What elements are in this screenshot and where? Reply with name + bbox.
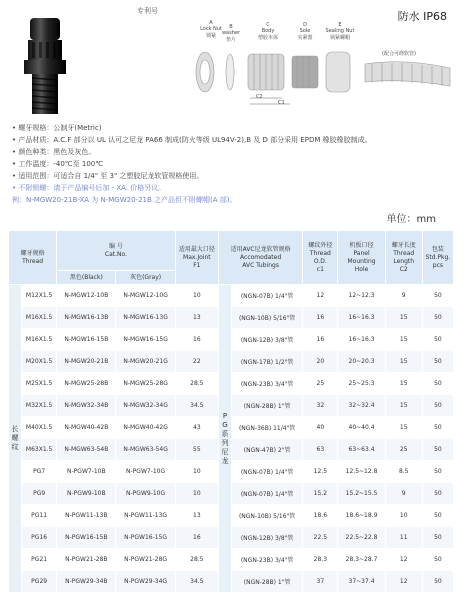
cell-od: 12.5: [303, 461, 338, 483]
cell-black: N-PGW9-10B: [57, 483, 116, 505]
table-row: [9, 307, 454, 329]
cell-thread: M20X1.5: [22, 351, 57, 373]
cell-max: 28.5: [175, 373, 218, 395]
table-row: [9, 483, 454, 505]
cell-panel: 16~16.3: [338, 307, 385, 329]
cell-length: 15: [385, 307, 422, 329]
th-catno: 编 号 Cat.No.: [57, 231, 176, 271]
cell-black: N-MGW16-15B: [57, 329, 116, 351]
part-a-label: A Lock Nut 锁紧: [200, 20, 222, 39]
cell-max: 16: [175, 527, 218, 549]
cell-gray: N-MGW32-34G: [116, 395, 175, 417]
table-row: [9, 351, 454, 373]
cell-max: 16: [175, 329, 218, 351]
patent-label: 专利号: [137, 7, 158, 15]
cell-black: N-PGW21-28B: [57, 549, 116, 571]
cell-od: 20: [303, 351, 338, 373]
table-row: [9, 373, 454, 395]
cell-length: 11: [385, 527, 422, 549]
cell-od: 22.5: [303, 527, 338, 549]
dim-c2-label: C2: [256, 94, 263, 100]
cell-od: 32: [303, 395, 338, 417]
dim-c1-label: C1: [278, 100, 285, 106]
cell-thread: PG29: [22, 571, 57, 593]
cell-avc: (NGN-10B) 5/16"管: [231, 307, 302, 329]
table-row: [9, 527, 454, 549]
cell-max: 13: [175, 307, 218, 329]
cell-length: 10: [385, 505, 422, 527]
diagram-labels: [150, 20, 462, 110]
cell-gray: N-MGW16-15G: [116, 329, 175, 351]
table-row: [9, 505, 454, 527]
cell-pack: 50: [422, 417, 453, 439]
table-row: [9, 329, 454, 351]
cell-pack: 50: [422, 329, 453, 351]
cell-thread: M63X1.5: [22, 439, 57, 461]
cell-black: N-PGW29-34B: [57, 571, 116, 593]
tubing-label: (配合可绕软管): [382, 51, 416, 57]
cell-avc: (NGN-12B) 3/8"管: [231, 527, 302, 549]
th-avc: 适用AVC尼龙软管规格 Accomodated AVC Tubings: [218, 231, 302, 285]
cell-gray: N-PGW21-28G: [116, 549, 175, 571]
cell-black: N-PGW16-15B: [57, 527, 116, 549]
th-panel: 机板口径 Panel Mounting Hole: [338, 231, 385, 285]
cell-panel: 25~25.3: [338, 373, 385, 395]
cell-gray: N-PGW29-34G: [116, 571, 175, 593]
table-row: [9, 285, 454, 307]
cell-od: 63: [303, 439, 338, 461]
th-length: 螺牙长度 Thread Length C2: [385, 231, 422, 285]
cell-panel: 20~20.3: [338, 351, 385, 373]
th-maxjoint: 适用最大口径 Max.Joint F1: [175, 231, 218, 285]
cell-length: 15: [385, 395, 422, 417]
cell-gray: N-MGW20-21G: [116, 351, 175, 373]
cell-panel: 12.5~12.8: [338, 461, 385, 483]
cell-panel: 15.2~15.5: [338, 483, 385, 505]
cell-max: 10: [175, 461, 218, 483]
cell-pack: 50: [422, 285, 453, 307]
part-c-label: C Body 塑胶本体: [257, 22, 278, 41]
spec-list: [12, 122, 372, 206]
cell-length: 12: [385, 549, 422, 571]
cell-panel: 18.6~18.9: [338, 505, 385, 527]
cell-od: 15.2: [303, 483, 338, 505]
cell-black: N-MGW25-28B: [57, 373, 116, 395]
cell-max: 34.5: [175, 571, 218, 593]
cell-gray: N-PGW7-10G: [116, 461, 175, 483]
cell-od: 18.6: [303, 505, 338, 527]
cell-thread: PG9: [22, 483, 57, 505]
cell-panel: 32~32.4: [338, 395, 385, 417]
spec-item: • 适用范围：可适合自 1/4" 至 3" 之塑胶尼龙软管规格使用。: [12, 172, 204, 180]
cell-panel: 22.5~22.8: [338, 527, 385, 549]
cell-pack: 50: [422, 571, 453, 593]
cell-black: N-PGW7-10B: [57, 461, 116, 483]
cell-max: 28.5: [175, 549, 218, 571]
cell-max: 13: [175, 505, 218, 527]
cell-avc: (NGN-07B) 1/4"管: [231, 483, 302, 505]
cell-max: 55: [175, 439, 218, 461]
cell-black: N-MGW20-21B: [57, 351, 116, 373]
table-row: [9, 417, 454, 439]
cell-avc: (NGN-23B) 3/4"管: [231, 549, 302, 571]
cell-black: N-MGW63-54B: [57, 439, 116, 461]
cell-thread: M16X1.5: [22, 329, 57, 351]
side-label-thread: 长 螺 纹: [9, 285, 22, 593]
cell-max: 10: [175, 285, 218, 307]
cell-gray: N-MGW16-13G: [116, 307, 175, 329]
cell-pack: 50: [422, 505, 453, 527]
th-od: 螺纹外径 Thread O.D. c1: [303, 231, 338, 285]
cell-od: 40: [303, 417, 338, 439]
cell-od: 16: [303, 329, 338, 351]
cell-thread: PG16: [22, 527, 57, 549]
cell-panel: 63~63.4: [338, 439, 385, 461]
cell-thread: PG7: [22, 461, 57, 483]
cell-length: 9: [385, 285, 422, 307]
cell-length: 15: [385, 417, 422, 439]
cell-od: 28.3: [303, 549, 338, 571]
th-pack: 包装 Std.Pkg. pcs: [422, 231, 453, 285]
cell-panel: 16~16.3: [338, 329, 385, 351]
cell-length: 15: [385, 373, 422, 395]
cell-avc: (NGN-17B) 1/2"管: [231, 351, 302, 373]
units-label: 单位：mm: [386, 214, 436, 225]
table-row: [9, 461, 454, 483]
cell-max: 10: [175, 483, 218, 505]
spec-item: • 颜色种类：黑色及灰色。: [12, 148, 96, 156]
cell-avc: (NGN-36B) 11/4"管: [231, 417, 302, 439]
cell-avc: (NGN-07B) 1/4"管: [231, 461, 302, 483]
cell-gray: N-PGW16-15G: [116, 527, 175, 549]
cell-max: 34.5: [175, 395, 218, 417]
cell-length: 9: [385, 483, 422, 505]
cell-black: N-MGW32-34B: [57, 395, 116, 417]
part-e-label: E Sealing Nut 锁紧螺帽: [325, 22, 355, 41]
product-photo: [12, 14, 78, 124]
table-row: [9, 571, 454, 593]
th-gray: 灰色(Gray): [116, 271, 175, 285]
cell-pack: 50: [422, 439, 453, 461]
cell-pack: 50: [422, 549, 453, 571]
cell-avc: (NGN-12B) 3/8"管: [231, 329, 302, 351]
cell-length: 25: [385, 439, 422, 461]
cell-gray: N-MGW40-42G: [116, 417, 175, 439]
spec-item: • 螺牙规格：公制牙(Metric): [12, 124, 102, 132]
cell-panel: 37~37.4: [338, 571, 385, 593]
cell-avc: (NGN-07B) 1/4"管: [231, 285, 302, 307]
cell-gray: N-PGW11-13G: [116, 505, 175, 527]
th-black: 黑色(Black): [57, 271, 116, 285]
cell-gray: N-MGW25-28G: [116, 373, 175, 395]
cell-thread: M25X1.5: [22, 373, 57, 395]
cell-avc: (NGN-28B) 1"管: [231, 571, 302, 593]
table-row: [9, 439, 454, 461]
table-row: [9, 395, 454, 417]
cell-gray: N-MGW12-10G: [116, 285, 175, 307]
th-thread: 螺牙规格 Thread: [9, 231, 57, 285]
cell-max: 43: [175, 417, 218, 439]
cell-pack: 50: [422, 461, 453, 483]
part-b-label: B washer 垫片: [221, 24, 241, 43]
cell-black: N-MGW40-42B: [57, 417, 116, 439]
cell-avc: (NGN-28B) 1"管: [231, 395, 302, 417]
cell-length: 15: [385, 329, 422, 351]
cell-length: 15: [385, 351, 422, 373]
cell-black: N-MGW16-13B: [57, 307, 116, 329]
spec-table: [8, 230, 454, 593]
cell-panel: 40~40.4: [338, 417, 385, 439]
cell-avc: (NGN-23B) 3/4"管: [231, 373, 302, 395]
note-item: • 不附锁螺：请于产品编号后加 - XA. 价格另议。: [12, 184, 166, 192]
cell-black: N-MGW12-10B: [57, 285, 116, 307]
cell-pack: 50: [422, 527, 453, 549]
cell-length: 12: [385, 571, 422, 593]
cell-pack: 50: [422, 351, 453, 373]
cell-avc: (NGN-47B) 2"管: [231, 439, 302, 461]
cell-pack: 50: [422, 307, 453, 329]
cell-panel: 12~12.3: [338, 285, 385, 307]
page-title: 防水 IP68: [397, 10, 447, 23]
cell-thread: M32X1.5: [22, 395, 57, 417]
cell-thread: M16X1.5: [22, 307, 57, 329]
cell-black: N-PGW11-13B: [57, 505, 116, 527]
spec-item: • 产品材质：A.C.F 部分以 UL 认可之尼龙 PA66 制成(防火等级 UL94V-2),B 及 D 部分采用 EPDM 橡胶橡胶制成。: [12, 136, 372, 144]
cell-od: 12: [303, 285, 338, 307]
cell-pack: 50: [422, 373, 453, 395]
cell-length: 8.5: [385, 461, 422, 483]
cell-max: 22: [175, 351, 218, 373]
cell-thread: PG21: [22, 549, 57, 571]
spec-item: • 工作温度：-40℃至 100℃: [12, 160, 104, 168]
cell-thread: PG11: [22, 505, 57, 527]
cell-avc: (NGN-10B) 5/16"管: [231, 505, 302, 527]
cell-od: 37: [303, 571, 338, 593]
cell-gray: N-MGW63-54G: [116, 439, 175, 461]
cell-thread: M40X1.5: [22, 417, 57, 439]
cell-thread: M12X1.5: [22, 285, 57, 307]
part-d-label: D Sole 夹紧器: [297, 22, 313, 41]
cell-pack: 50: [422, 395, 453, 417]
cell-od: 25: [303, 373, 338, 395]
cell-panel: 28.3~28.7: [338, 549, 385, 571]
cell-pack: 50: [422, 483, 453, 505]
side-label-pg: P G 系 列 尼 龙: [218, 285, 231, 593]
note-item: 例：N-MGW20-21B-XA 为 N-MGW20-21B 之产品但不附螺帽(A 部)。: [12, 196, 237, 204]
cell-od: 16: [303, 307, 338, 329]
cell-gray: N-PGW9-10G: [116, 483, 175, 505]
